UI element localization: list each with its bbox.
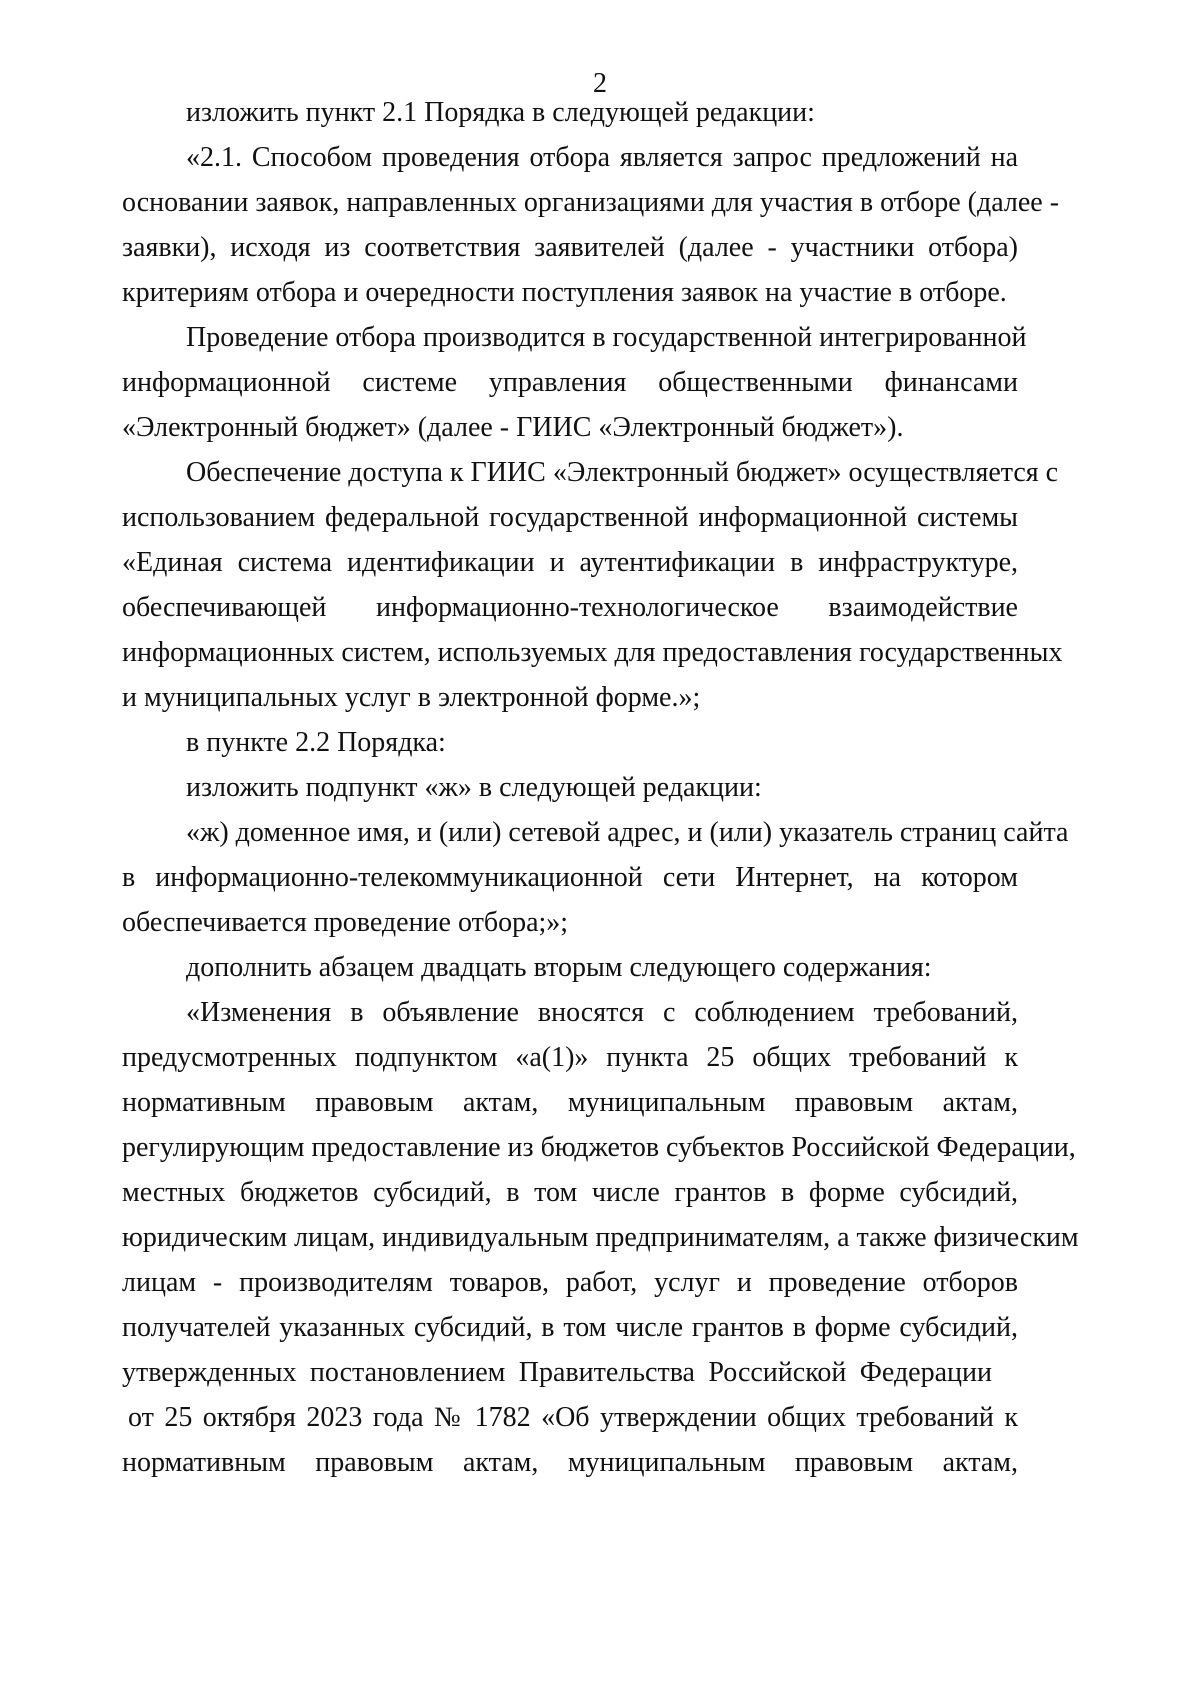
page-number: 2 xyxy=(593,68,607,99)
text-line: информационных систем, используемых для предоставления государственных xyxy=(122,637,1063,668)
text-line: от 25 октября 2023 года № 1782 «Об утверждении общих требований к xyxy=(128,1402,1018,1433)
text-line: и муниципальных услуг в электронной форме.»; xyxy=(122,682,701,713)
text-line: «ж) доменное имя, и (или) сетевой адрес, и (или) указатель страниц сайта xyxy=(186,817,1069,848)
text-line: в информационно-телекоммуникационной сети Интернет, на котором xyxy=(122,862,1018,893)
text-line: Проведение отбора производится в государственной интегрированной xyxy=(186,322,1027,353)
text-line: обеспечивающей информационно-технологическое взаимодействие xyxy=(122,592,1018,623)
text-line: предусмотренных подпунктом «а(1)» пункта 25 общих требований к xyxy=(122,1042,1018,1073)
text-line: нормативным правовым актам, муниципальным правовым актам, xyxy=(122,1447,1018,1478)
text-line: «Электронный бюджет» (далее - ГИИС «Электронный бюджет»). xyxy=(122,412,904,443)
text-line: местных бюджетов субсидий, в том числе грантов в форме субсидий, xyxy=(122,1177,1018,1208)
text-line: заявки), исходя из соответствия заявителей (далее - участники отбора) xyxy=(122,232,1018,263)
text-line: критериям отбора и очередности поступления заявок на участие в отборе. xyxy=(122,277,1007,308)
text-line: юридическим лицам, индивидуальным предпринимателям, а также физическим xyxy=(122,1222,1079,1253)
text-line: обеспечивается проведение отбора;»; xyxy=(122,907,569,938)
text-line: «Единая система идентификации и аутентификации в инфраструктуре, xyxy=(122,547,1018,578)
text-line: лицам - производителям товаров, работ, услуг и проведение отборов xyxy=(122,1267,1018,1298)
text-line: «Изменения в объявление вносятся с соблюдением требований, xyxy=(186,997,1018,1028)
text-line: получателей указанных субсидий, в том числе грантов в форме субсидий, xyxy=(122,1312,1018,1343)
text-line: изложить подпункт «ж» в следующей редакции: xyxy=(186,772,762,803)
text-line: Обеспечение доступа к ГИИС «Электронный бюджет» осуществляется с xyxy=(186,457,1059,488)
text-line: изложить пункт 2.1 Порядка в следующей редакции: xyxy=(186,97,815,128)
text-line: информационной системе управления общественными финансами xyxy=(122,367,1018,398)
text-line: основании заявок, направленных организациями для участия в отборе (далее - xyxy=(122,187,1060,218)
text-line: регулирующим предоставление из бюджетов субъектов Российской Федерации, xyxy=(122,1132,1076,1163)
text-line: «2.1. Способом проведения отбора является запрос предложений на xyxy=(186,142,1018,173)
text-line: дополнить абзацем двадцать вторым следующего содержания: xyxy=(186,952,932,983)
text-line: утвержденных постановлением Правительства Российской Федерации xyxy=(122,1357,992,1388)
text-line: использованием федеральной государственной информационной системы xyxy=(122,502,1018,533)
text-line: в пункте 2.2 Порядка: xyxy=(186,727,446,758)
text-line: нормативным правовым актам, муниципальным правовым актам, xyxy=(122,1087,1018,1118)
